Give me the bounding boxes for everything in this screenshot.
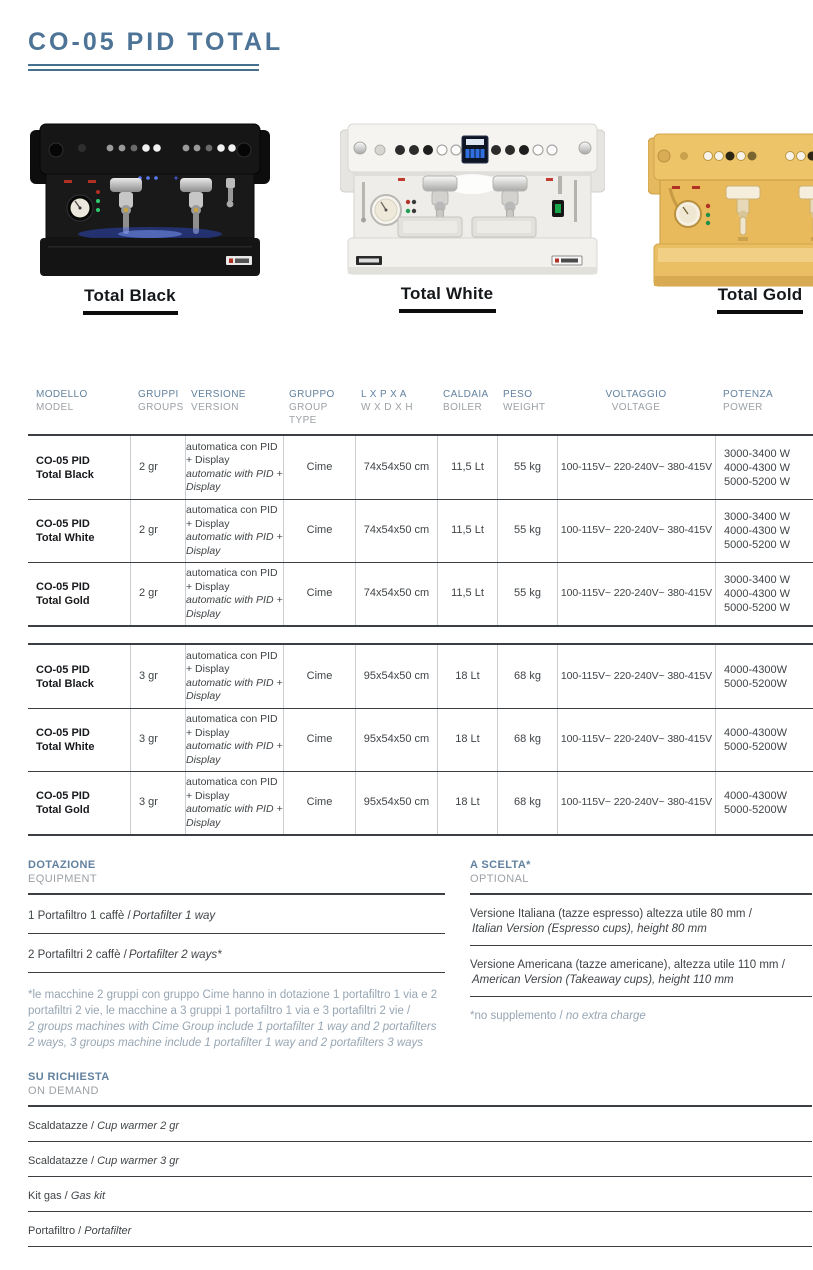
espresso-machine-black-image xyxy=(30,120,270,278)
groups-cell: 3 gr xyxy=(130,645,185,708)
weight-cell: 55 kg xyxy=(497,436,557,499)
voltage-cell: 100-115V~ 220-240V~ 380-415V xyxy=(557,709,715,771)
boiler-cell: 18 Lt xyxy=(437,772,497,834)
dimensions-cell: 74x54x50 cm xyxy=(355,563,437,625)
groups-cell: 2 gr xyxy=(130,563,185,625)
section-heading: SU RICHIESTA ON DEMAND xyxy=(28,1071,110,1097)
model-cell: CO-05 PID Total White xyxy=(36,727,95,753)
weight-cell: 68 kg xyxy=(497,709,557,771)
voltage-cell: 100-115V~ 220-240V~ 380-415V xyxy=(557,645,715,708)
spec-table xyxy=(28,384,813,836)
header-modello: MODELLO MODEL xyxy=(36,389,88,413)
power-cell: 4000-4300W 5000-5200W xyxy=(715,709,813,771)
weight-cell: 55 kg xyxy=(497,500,557,562)
model-cell: CO-05 PID Total Black xyxy=(36,663,94,690)
table-row xyxy=(28,771,813,834)
power-cell: 3000-3400 W 4000-4300 W 5000-5200 W xyxy=(715,500,813,562)
group-type-cell: Cime xyxy=(283,436,355,499)
voltage-cell: 100-115V~ 220-240V~ 380-415V xyxy=(557,436,715,499)
model-cell: CO-05 PID Total Gold xyxy=(36,581,90,607)
spec-table-header xyxy=(28,384,813,436)
product-caption-white xyxy=(372,284,522,313)
header-potenza: POTENZA POWER xyxy=(723,389,774,413)
espresso-machine-white-image xyxy=(340,118,605,278)
boiler-cell: 11,5 Lt xyxy=(437,500,497,562)
spec-group-2gr xyxy=(28,436,813,627)
power-cell: 3000-3400 W 4000-4300 W 5000-5200 W xyxy=(715,563,813,625)
voltage-cell: 100-115V~ 220-240V~ 380-415V xyxy=(557,500,715,562)
boiler-cell: 18 Lt xyxy=(437,645,497,708)
product-caption-gold xyxy=(690,285,813,314)
product-name: Total Black xyxy=(84,286,176,305)
version-cell: automatica con PID + Display automatic with PID + Display xyxy=(185,709,283,771)
version-cell: automatica con PID + Display automatic with PID + Display xyxy=(185,500,283,562)
section-dotazione xyxy=(28,858,445,1051)
power-cell: 3000-3400 W 4000-4300 W 5000-5200 W xyxy=(715,436,813,499)
table-row xyxy=(28,708,813,771)
weight-cell: 68 kg xyxy=(497,645,557,708)
group-type-cell: Cime xyxy=(283,709,355,771)
header-dimensioni: L X P X A W X D X H xyxy=(361,389,413,413)
header-voltaggio: VOLTAGGIO VOLTAGE xyxy=(605,389,667,413)
dimensions-cell: 95x54x50 cm xyxy=(355,772,437,834)
group-type-cell: Cime xyxy=(283,500,355,562)
list-item: Scaldatazze / Cup warmer 3 gr xyxy=(28,1142,812,1177)
list-item: 2 Portafiltri 2 caffè / Portafilter 2 ways* xyxy=(28,934,445,973)
group-type-cell: Cime xyxy=(283,645,355,708)
version-cell: automatica con PID + Display automatic with PID + Display xyxy=(185,563,283,625)
dimensions-cell: 95x54x50 cm xyxy=(355,645,437,708)
product-figure-black xyxy=(30,120,270,283)
version-cell: automatica con PID + Display automatic with PID + Display xyxy=(185,772,283,834)
weight-cell: 55 kg xyxy=(497,563,557,625)
section-heading: A SCELTA* OPTIONAL xyxy=(470,858,812,895)
list-item: Versione Americana (tazze americane), altezza utile 110 mm / American Version (Takeaway cups), height 110 mm xyxy=(470,946,812,997)
power-cell: 4000-4300W 5000-5200W xyxy=(715,772,813,834)
voltage-cell: 100-115V~ 220-240V~ 380-415V xyxy=(557,772,715,834)
groups-cell: 3 gr xyxy=(130,772,185,834)
caption-underline xyxy=(83,311,178,315)
voltage-cell: 100-115V~ 220-240V~ 380-415V xyxy=(557,563,715,625)
table-row xyxy=(28,645,813,708)
version-cell: automatica con PID + Display automatic with PID + Display xyxy=(185,645,283,708)
page-title: CO-05 PID TOTAL xyxy=(28,28,284,56)
groups-cell: 2 gr xyxy=(130,436,185,499)
table-row xyxy=(28,562,813,625)
section-su-richiesta xyxy=(28,1070,812,1247)
section-heading: DOTAZIONE EQUIPMENT xyxy=(28,858,445,895)
dimensions-cell: 74x54x50 cm xyxy=(355,500,437,562)
list-item: Portafiltro / Portafilter xyxy=(28,1212,812,1247)
model-cell: CO-05 PID Total Gold xyxy=(36,790,90,816)
header-caldaia: CALDAIA BOILER xyxy=(443,389,489,413)
espresso-machine-gold-image xyxy=(648,130,813,288)
title-underline xyxy=(28,64,259,71)
power-cell: 4000-4300W 5000-5200W xyxy=(715,645,813,708)
product-name: Total White xyxy=(400,284,494,303)
caption-underline xyxy=(399,309,496,313)
version-cell: automatica con PID + Display automatic with PID + Display xyxy=(185,436,283,499)
list-item: 1 Portafiltro 1 caffè / Portafilter 1 way xyxy=(28,895,445,934)
group-type-cell: Cime xyxy=(283,772,355,834)
caption-underline xyxy=(717,310,803,314)
product-caption-black xyxy=(55,286,205,315)
table-row xyxy=(28,499,813,562)
product-figure-white xyxy=(340,118,605,283)
list-item: Scaldatazze / Cup warmer 2 gr xyxy=(28,1107,812,1142)
group-type-cell: Cime xyxy=(283,563,355,625)
product-name: Total Gold xyxy=(717,285,803,304)
dimensions-cell: 74x54x50 cm xyxy=(355,436,437,499)
model-cell: CO-05 PID Total White xyxy=(36,518,95,544)
boiler-cell: 18 Lt xyxy=(437,709,497,771)
header-gruppo-type: GRUPPO GROUP TYPE xyxy=(289,389,335,426)
header-peso: PESO WEIGHT xyxy=(503,389,546,413)
list-item: Kit gas / Gas kit xyxy=(28,1177,812,1212)
boiler-cell: 11,5 Lt xyxy=(437,436,497,499)
section-a-scelta xyxy=(470,858,812,1022)
groups-cell: 3 gr xyxy=(130,709,185,771)
table-row xyxy=(28,436,813,499)
header-gruppi: GRUPPI GROUPS xyxy=(138,389,184,413)
model-cell: CO-05 PID Total Black xyxy=(36,454,94,481)
footnote: *le macchine 2 gruppi con gruppo Cime hanno in dotazione 1 portafiltro 1 via e 2 portafiltri 2 vie, le macchine a 3 gruppi 1 portafiltro 1 via e 3 portafiltri 2 vie / 2 groups machines with Cime Group include 1 portafilter 1 way and 2 portafilters 2 ways, 3 groups machine include 1 portafilter 1 way and 2 portafilters 3 ways xyxy=(28,989,438,1049)
dimensions-cell: 95x54x50 cm xyxy=(355,709,437,771)
groups-cell: 2 gr xyxy=(130,500,185,562)
note: *no supplemento / no extra charge xyxy=(470,1010,646,1022)
spec-group-3gr xyxy=(28,643,813,836)
weight-cell: 68 kg xyxy=(497,772,557,834)
boiler-cell: 11,5 Lt xyxy=(437,563,497,625)
product-figure-gold xyxy=(648,130,813,293)
list-item: Versione Italiana (tazze espresso) altezza utile 80 mm / Italian Version (Espresso cups), height 80 mm xyxy=(470,895,812,946)
header-versione: VERSIONE VERSION xyxy=(191,389,246,413)
